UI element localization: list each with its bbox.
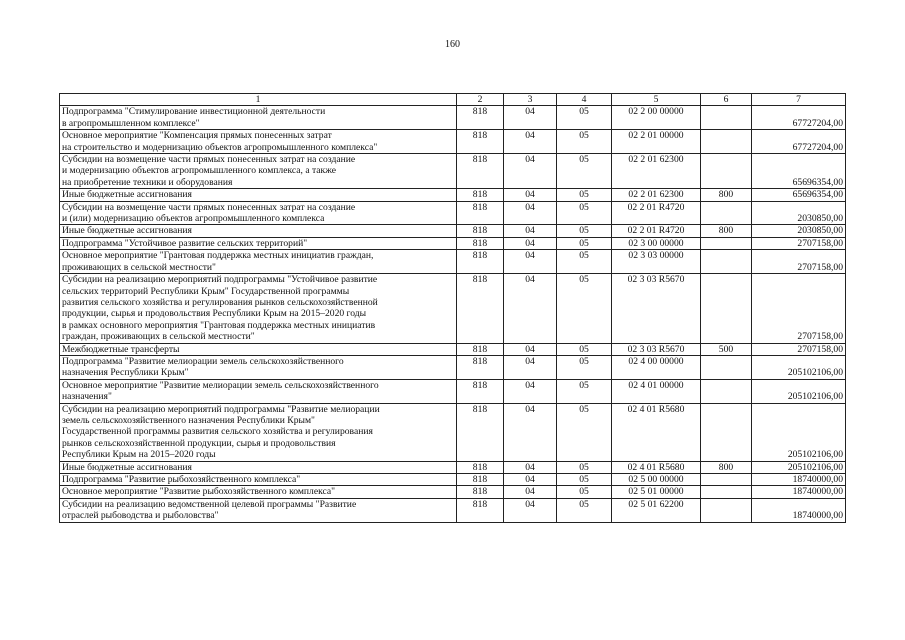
budget-table <box>59 93 846 523</box>
item-name-cell <box>60 106 457 130</box>
amount-cell: 205102106,00 <box>752 379 846 403</box>
item-name-line: Основное мероприятие "Грантовая поддержка местных инициатив граждан, <box>62 250 374 262</box>
target-article-cell: 02 4 01 R5680 <box>612 403 701 461</box>
section-code-cell: 04 <box>504 225 557 237</box>
item-name-cell <box>60 403 457 461</box>
expense-type-cell <box>701 201 752 225</box>
target-article-cell: 02 3 00 00000 <box>612 237 701 249</box>
subsection-code-cell: 05 <box>557 498 612 522</box>
section-code-cell: 04 <box>504 189 557 201</box>
item-name-cell <box>60 474 457 486</box>
expense-type-cell <box>701 403 752 461</box>
target-article-cell: 02 2 01 R4720 <box>612 201 701 225</box>
item-name-line: Основное мероприятие "Компенсация прямых понесенных затрат <box>62 130 332 142</box>
item-name-line: Основное мероприятие "Развитие мелиорации земель сельскохозяйственного <box>62 379 379 391</box>
item-name-line: Субсидии на возмещение части прямых понесенных затрат на создание <box>62 154 356 166</box>
amount-cell: 2707158,00 <box>752 274 846 343</box>
item-name-line: Подпрограмма "Устойчивое развитие сельских территорий" <box>62 237 308 249</box>
amount-cell: 2030850,00 <box>752 201 846 225</box>
expense-type-cell <box>701 355 752 379</box>
section-code-cell: 04 <box>504 379 557 403</box>
ministry-code-cell: 818 <box>457 225 504 237</box>
ministry-code-cell: 818 <box>457 130 504 154</box>
item-name-line: граждан, проживающих в сельской местности" <box>62 331 255 343</box>
table-row <box>60 106 846 130</box>
expense-type-cell <box>701 237 752 249</box>
column-header: 2 <box>457 94 504 106</box>
expense-type-cell <box>701 486 752 498</box>
table-row <box>60 189 846 201</box>
amount-cell: 65696354,00 <box>752 189 846 201</box>
amount-cell: 18740000,00 <box>752 486 846 498</box>
item-name-line: Основное мероприятие "Развитие рыбохозяйственного комплекса" <box>62 486 336 498</box>
ministry-code-cell: 818 <box>457 189 504 201</box>
item-name-line: в рамках основного мероприятия "Грантовая поддержка местных инициатив <box>62 319 376 331</box>
item-name-line: продукции, сырья и продовольствия Республики Крым на 2015–2020 годы <box>62 308 367 320</box>
target-article-cell: 02 3 03 00000 <box>612 250 701 274</box>
table-row <box>60 403 846 461</box>
target-article-cell: 02 2 01 00000 <box>612 130 701 154</box>
item-name-line: Подпрограмма "Развитие мелиорации земель сельскохозяйственного <box>62 355 344 367</box>
item-name-line: и (или) модернизацию объектов агропромышленного комплекса <box>62 213 325 225</box>
item-name-line: Субсидии на реализацию мероприятий подпрограммы "Устойчивое развитие <box>62 274 378 286</box>
item-name-line: сельских территорий Республики Крым" Государственной программы <box>62 285 350 297</box>
expense-type-cell: 800 <box>701 225 752 237</box>
section-code-cell: 04 <box>504 498 557 522</box>
subsection-code-cell: 05 <box>557 343 612 355</box>
expense-type-cell: 800 <box>701 189 752 201</box>
item-name-line: Государственной программы развития сельского хозяйства и регулирования <box>62 426 373 438</box>
target-article-cell: 02 3 03 R5670 <box>612 343 701 355</box>
section-code-cell: 04 <box>504 343 557 355</box>
ministry-code-cell: 818 <box>457 379 504 403</box>
table-row <box>60 154 846 189</box>
expense-type-cell: 800 <box>701 461 752 473</box>
table-row <box>60 237 846 249</box>
ministry-code-cell: 818 <box>457 250 504 274</box>
ministry-code-cell: 818 <box>457 201 504 225</box>
item-name-cell <box>60 225 457 237</box>
table-row <box>60 130 846 154</box>
target-article-cell: 02 4 01 R5680 <box>612 461 701 473</box>
expense-type-cell <box>701 154 752 189</box>
section-code-cell: 04 <box>504 201 557 225</box>
section-code-cell: 04 <box>504 403 557 461</box>
section-code-cell: 04 <box>504 154 557 189</box>
item-name-line: рынков сельскохозяйственной продукции, сырья и продовольствия <box>62 437 336 449</box>
amount-cell: 65696354,00 <box>752 154 846 189</box>
target-article-cell: 02 5 01 00000 <box>612 486 701 498</box>
amount-cell: 2707158,00 <box>752 250 846 274</box>
section-code-cell: 04 <box>504 106 557 130</box>
subsection-code-cell: 05 <box>557 237 612 249</box>
subsection-code-cell: 05 <box>557 201 612 225</box>
item-name-cell <box>60 130 457 154</box>
amount-cell: 2030850,00 <box>752 225 846 237</box>
section-code-cell: 04 <box>504 130 557 154</box>
amount-cell: 205102106,00 <box>752 403 846 461</box>
expense-type-cell <box>701 130 752 154</box>
table-header-row <box>60 94 846 106</box>
expense-type-cell <box>701 106 752 130</box>
item-name-cell <box>60 237 457 249</box>
item-name-line: отраслей рыбоводства и рыболовства" <box>62 510 219 522</box>
target-article-cell: 02 4 01 00000 <box>612 379 701 403</box>
target-article-cell: 02 5 00 00000 <box>612 474 701 486</box>
amount-cell: 18740000,00 <box>752 474 846 486</box>
item-name-cell <box>60 274 457 343</box>
ministry-code-cell: 818 <box>457 355 504 379</box>
table-row <box>60 355 846 379</box>
item-name-line: и модернизацию объектов агропромышленного комплекса, а также <box>62 165 336 177</box>
column-header: 3 <box>504 94 557 106</box>
expense-type-cell <box>701 274 752 343</box>
expense-type-cell <box>701 379 752 403</box>
table-row <box>60 486 846 498</box>
item-name-line: Субсидии на реализацию мероприятий подпрограммы "Развитие мелиорации <box>62 403 380 415</box>
section-code-cell: 04 <box>504 355 557 379</box>
item-name-line: Субсидии на реализацию ведомственной целевой программы "Развитие <box>62 498 357 510</box>
subsection-code-cell: 05 <box>557 250 612 274</box>
subsection-code-cell: 05 <box>557 225 612 237</box>
item-name-line: Иные бюджетные ассигнования <box>62 225 192 237</box>
target-article-cell: 02 2 01 62300 <box>612 189 701 201</box>
column-header: 6 <box>701 94 752 106</box>
item-name-line: Межбюджетные трансферты <box>62 343 180 355</box>
section-code-cell: 04 <box>504 274 557 343</box>
subsection-code-cell: 05 <box>557 130 612 154</box>
subsection-code-cell: 05 <box>557 461 612 473</box>
amount-cell: 2707158,00 <box>752 237 846 249</box>
subsection-code-cell: 05 <box>557 379 612 403</box>
item-name-line: Субсидии на возмещение части прямых понесенных затрат на создание <box>62 201 356 213</box>
ministry-code-cell: 818 <box>457 154 504 189</box>
item-name-cell <box>60 486 457 498</box>
item-name-line: назначения Республики Крым" <box>62 367 189 379</box>
ministry-code-cell: 818 <box>457 106 504 130</box>
section-code-cell: 04 <box>504 237 557 249</box>
table-row <box>60 274 846 343</box>
item-name-cell <box>60 250 457 274</box>
ministry-code-cell: 818 <box>457 498 504 522</box>
target-article-cell: 02 2 01 62300 <box>612 154 701 189</box>
table-row <box>60 461 846 473</box>
ministry-code-cell: 818 <box>457 237 504 249</box>
item-name-line: проживающих в сельской местности" <box>62 261 216 273</box>
item-name-line: развития сельского хозяйства и регулирования рынков сельскохозяйственной <box>62 296 378 308</box>
page-number: 160 <box>445 39 460 50</box>
item-name-cell <box>60 343 457 355</box>
item-name-line: Иные бюджетные ассигнования <box>62 461 192 473</box>
item-name-line: в агропромышленном комплексе" <box>62 117 200 129</box>
table-row <box>60 379 846 403</box>
item-name-line: Подпрограмма "Стимулирование инвестиционной деятельности <box>62 106 326 118</box>
subsection-code-cell: 05 <box>557 474 612 486</box>
section-code-cell: 04 <box>504 474 557 486</box>
amount-cell: 2707158,00 <box>752 343 846 355</box>
column-header: 5 <box>612 94 701 106</box>
item-name-cell <box>60 355 457 379</box>
ministry-code-cell: 818 <box>457 474 504 486</box>
table-row <box>60 498 846 522</box>
item-name-line: на строительство и модернизацию объектов агропромышленного комплекса" <box>62 141 378 153</box>
amount-cell: 67727204,00 <box>752 106 846 130</box>
table-row <box>60 474 846 486</box>
subsection-code-cell: 05 <box>557 355 612 379</box>
target-article-cell: 02 2 01 R4720 <box>612 225 701 237</box>
item-name-line: земель сельскохозяйственного назначения Республики Крым" <box>62 414 315 426</box>
item-name-line: Республики Крым на 2015–2020 годы <box>62 449 216 461</box>
expense-type-cell <box>701 498 752 522</box>
column-header: 1 <box>60 94 457 106</box>
expense-type-cell: 500 <box>701 343 752 355</box>
section-code-cell: 04 <box>504 486 557 498</box>
column-header: 7 <box>752 94 846 106</box>
table-row <box>60 225 846 237</box>
amount-cell: 205102106,00 <box>752 461 846 473</box>
ministry-code-cell: 818 <box>457 274 504 343</box>
subsection-code-cell: 05 <box>557 486 612 498</box>
item-name-line: Подпрограмма "Развитие рыбохозяйственного комплекса" <box>62 474 301 485</box>
table-row <box>60 250 846 274</box>
amount-cell: 205102106,00 <box>752 355 846 379</box>
item-name-line: Иные бюджетные ассигнования <box>62 189 192 201</box>
item-name-cell <box>60 201 457 225</box>
target-article-cell: 02 2 00 00000 <box>612 106 701 130</box>
item-name-cell <box>60 379 457 403</box>
amount-cell: 67727204,00 <box>752 130 846 154</box>
subsection-code-cell: 05 <box>557 403 612 461</box>
ministry-code-cell: 818 <box>457 403 504 461</box>
item-name-cell <box>60 461 457 473</box>
item-name-line: назначения" <box>62 391 112 403</box>
item-name-cell <box>60 189 457 201</box>
amount-cell: 18740000,00 <box>752 498 846 522</box>
target-article-cell: 02 4 00 00000 <box>612 355 701 379</box>
section-code-cell: 04 <box>504 250 557 274</box>
subsection-code-cell: 05 <box>557 154 612 189</box>
subsection-code-cell: 05 <box>557 189 612 201</box>
expense-type-cell <box>701 250 752 274</box>
subsection-code-cell: 05 <box>557 106 612 130</box>
item-name-cell <box>60 498 457 522</box>
ministry-code-cell: 818 <box>457 461 504 473</box>
ministry-code-cell: 818 <box>457 486 504 498</box>
column-header: 4 <box>557 94 612 106</box>
target-article-cell: 02 5 01 62200 <box>612 498 701 522</box>
table-row <box>60 343 846 355</box>
item-name-line: на приобретение техники и оборудования <box>62 176 233 188</box>
subsection-code-cell: 05 <box>557 274 612 343</box>
expense-type-cell <box>701 474 752 486</box>
table-row <box>60 201 846 225</box>
section-code-cell: 04 <box>504 461 557 473</box>
item-name-cell <box>60 154 457 189</box>
target-article-cell: 02 3 03 R5670 <box>612 274 701 343</box>
ministry-code-cell: 818 <box>457 343 504 355</box>
